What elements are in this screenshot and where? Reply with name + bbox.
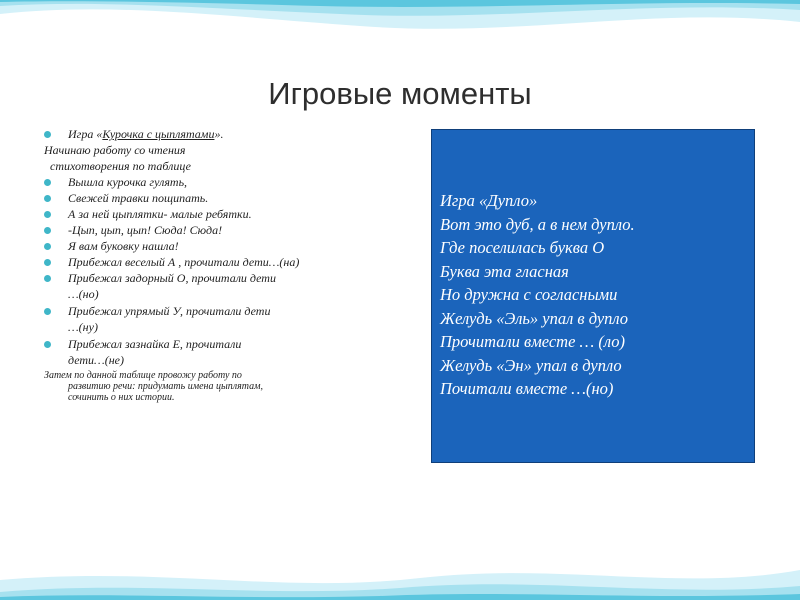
method-note [42, 370, 372, 403]
run-text: Прибежал задорный О, прочитали дети [68, 271, 276, 285]
run-line: Прибежал веселый А , прочитали дети…(на) [42, 254, 372, 270]
slide-title: Игровые моменты [268, 76, 532, 111]
game-title-line [42, 126, 372, 142]
box-line: Почитали вместе …(но) [440, 379, 614, 398]
intro-line-1: Начинаю работу со чтения [44, 143, 186, 157]
poem-line: Свежей травки пощипать. [42, 190, 372, 206]
note-line: развитию речи: придумать имена цыплятам, [68, 381, 263, 392]
top-wave-decoration [0, 0, 800, 60]
intro-line-2: стихотворения по таблице [50, 159, 191, 173]
run-line [42, 303, 372, 335]
note-line: сочинить о них истории. [68, 392, 175, 403]
poem-line: А за ней цыплятки- малые ребятки. [42, 206, 372, 222]
bottom-wave-decoration [0, 540, 800, 600]
box-line: Вот это дуб, а в нем дупло. [440, 214, 635, 234]
run-answer: …(но) [68, 287, 99, 301]
run-answer: …(ну) [68, 320, 98, 334]
game-prefix: Игра « [68, 127, 103, 141]
box-line: Прочитали вместе … (ло) [440, 332, 625, 351]
box-line: Желудь «Эль» упал в дупло [440, 308, 629, 328]
poem-line: Я вам буковку нашла! [42, 238, 372, 254]
run-text: Прибежал упрямый У, прочитали дети [68, 304, 271, 318]
box-line: Где поселилась буква О [440, 238, 605, 257]
run-answer: дети…(не) [68, 353, 124, 367]
poem-line: -Цып, цып, цып! Сюда! Сюда! [42, 222, 372, 238]
game-name: Курочка с цыплятами [102, 127, 215, 141]
box-line: Желудь «Эн» упал в дупло [440, 355, 622, 375]
game-suffix: ». [214, 127, 224, 141]
box-line: Игра «Дупло» [440, 191, 538, 210]
box-line: Буква эта гласная [440, 261, 569, 281]
run-line [42, 270, 372, 302]
run-text: Прибежал зазнайка Е, прочитали [68, 337, 242, 351]
run-line [42, 336, 372, 368]
dupllo-game-box [431, 129, 755, 463]
box-line: Но дружна с согласными [440, 285, 618, 304]
poem-line: Вышла курочка гулять, [42, 174, 372, 190]
note-line: Затем по данной таблице провожу работу по [44, 370, 242, 381]
left-text-block [42, 126, 372, 403]
box-text [440, 189, 752, 401]
